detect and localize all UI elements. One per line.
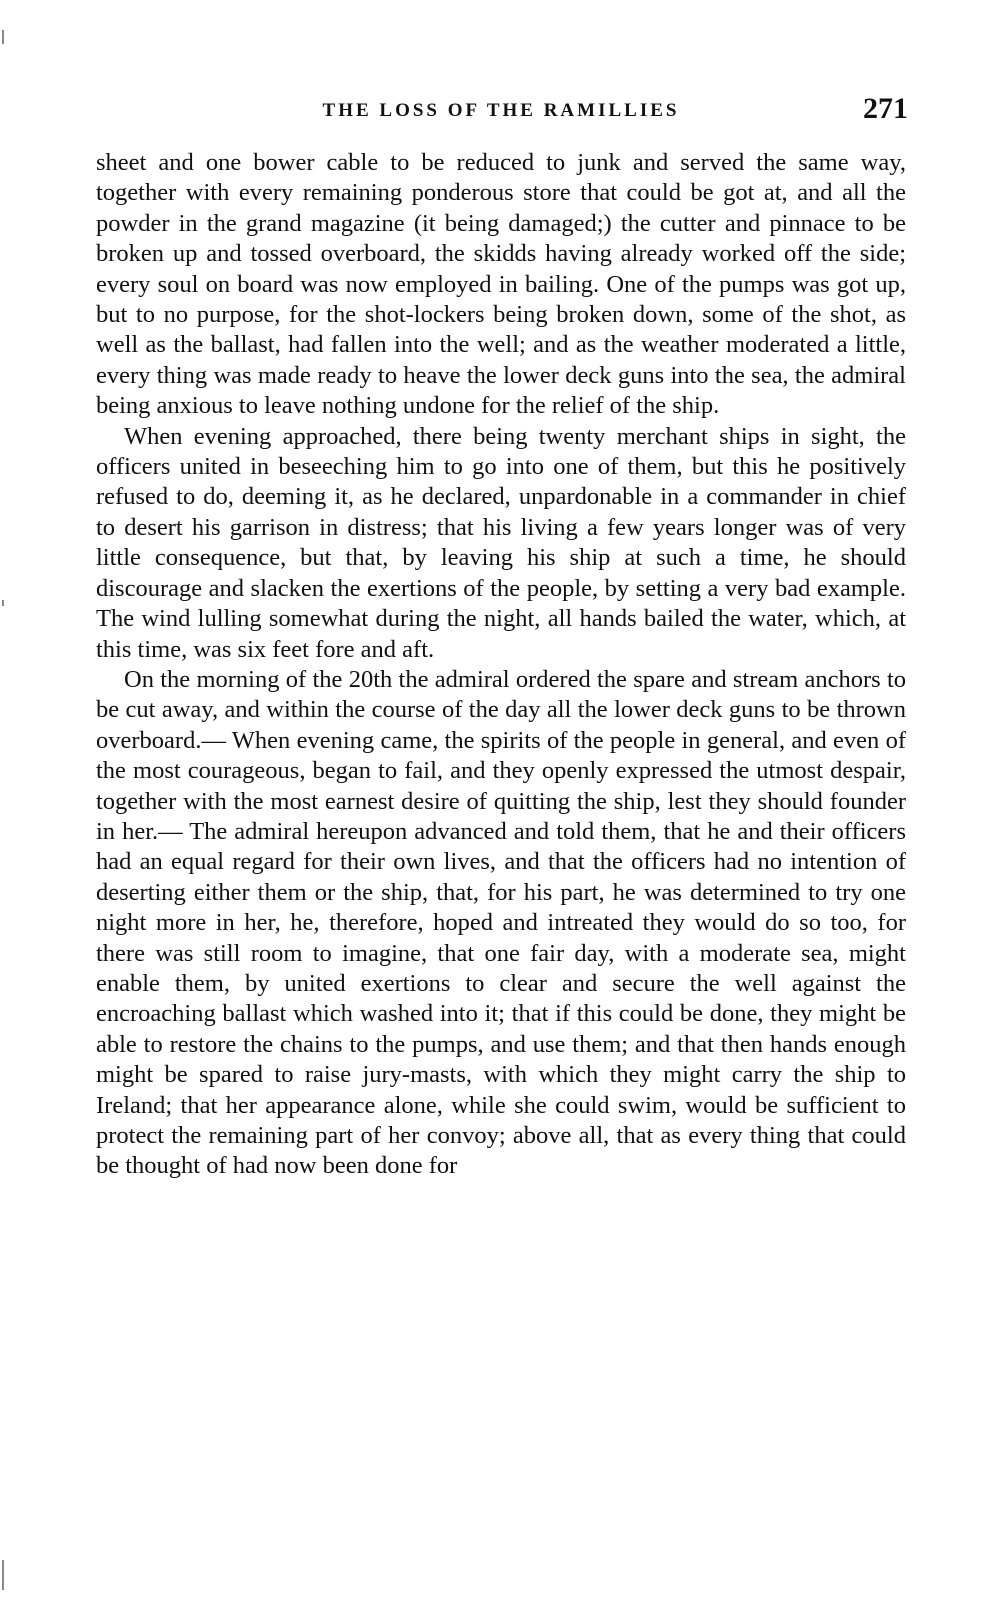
left-edge-mark-bottom xyxy=(2,1560,4,1590)
running-title: THE LOSS OF THE RAMILLIES xyxy=(322,100,680,121)
body-text xyxy=(96,148,906,1182)
paragraph-1: sheet and one bower cable to be reduced to junk and served the same way, together with every remaining ponderous store that could be got at, and all the powder in the grand magazine (it being damaged;) the cutter and pinnace to be broken up and tossed overboard, the skidds having already worked off the side; every soul on board was now employed in bailing. One of the pumps was got up, but to no purpose, for the shot-lockers being broken down, some of the shot, as well as the ballast, had fallen into the well; and as the weather moderated a little, every thing was made ready to heave the lower deck guns into the sea, the admiral being anxious to leave nothing undone for the relief of the ship. xyxy=(96,149,906,420)
running-head xyxy=(94,92,908,132)
left-edge-mark-top xyxy=(2,30,4,44)
paragraph-3: On the morning of the 20th the admiral ordered the spare and stream anchors to be cut away, and within the course of the day all the lower deck guns to be thrown overboard.— When evening came, the spirits of the people in general, and even of the most courageous, began to fail, and they openly expressed the utmost despair, together with the most earnest desire of quitting the ship, lest they should founder in her.— The admiral hereupon advanced and told them, that he and their officers had an equal regard for their own lives, and that the officers had no intention of deserting either them or the ship, that, for his part, he was determined to try one night more in her, he, therefore, hoped and intreated they would do so too, for there was still room to imagine, that one fair day, with a moderate sea, might enable them, by united exertions to clear and secure the well against the encroaching ballast which washed into it; that if this could be done, they might be able to restore the chains to the pumps, and use them; and that then hands enough might be spared to raise jury-masts, with which they might carry the ship to Ireland; that her appearance alone, while she could swim, would be sufficient to protect the remaining part of her convoy; above all, that as every thing that could be thought of had now been done for xyxy=(96,665,906,1180)
left-edge-mark-middle xyxy=(2,600,4,606)
paragraph-2: When evening approached, there being twenty merchant ships in sight, the officers united in beseeching him to go into one of them, but this he positively refused to do, deeming it, as he declared, unpardonable in a commander in chief to desert his garrison in distress; that his living a few years longer was of very little consequence, but that, by leaving his ship at such a time, he should discourage and slacken the exertions of the people, by setting a very bad example. The wind lulling somewhat during the night, all hands bailed the water, which, at this time, was six feet fore and aft. xyxy=(96,422,906,663)
page-number: 271 xyxy=(863,92,908,125)
